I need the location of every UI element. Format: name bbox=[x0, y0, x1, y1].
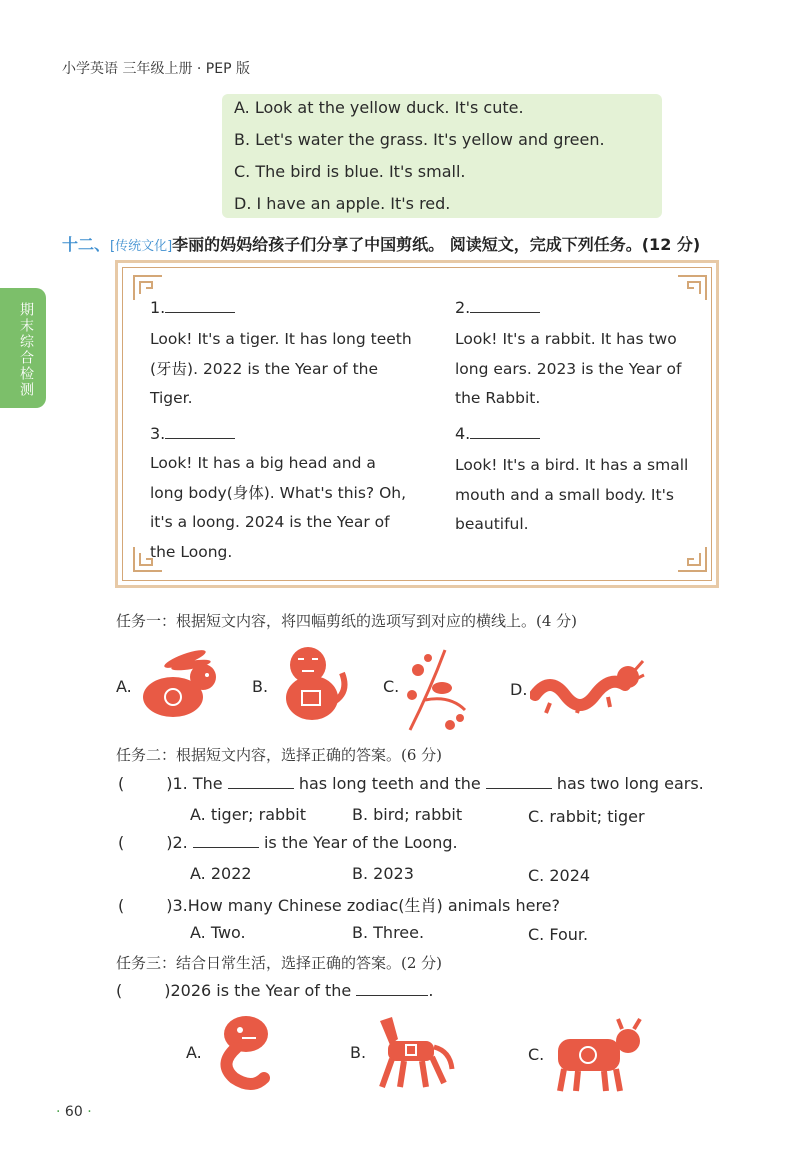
answer-blank[interactable] bbox=[470, 298, 540, 313]
question-number: 1. bbox=[172, 774, 188, 793]
passage-line: Look! It's a bird. It has a small bbox=[455, 456, 689, 474]
image-b-label: B. bbox=[350, 1043, 367, 1062]
answer-blank[interactable] bbox=[470, 424, 540, 439]
question-text: is the Year of the Loong. bbox=[263, 833, 458, 852]
passage-line: it's a loong. 2024 is the Year of bbox=[150, 513, 390, 531]
passage-line: the Rabbit. bbox=[455, 389, 541, 407]
passage-2 bbox=[455, 325, 681, 414]
option-c: C. The bird is blue. It's small. bbox=[234, 162, 466, 181]
passage-line: mouth and a small body. It's bbox=[455, 485, 674, 504]
task2-question-3 bbox=[118, 893, 560, 916]
passage-number: 2. bbox=[455, 298, 471, 317]
answer-blank[interactable] bbox=[486, 774, 552, 789]
passage-line: Look! It's a rabbit. It has two bbox=[455, 330, 677, 348]
image-a-label: A. bbox=[116, 677, 132, 696]
passage-line: Tiger. bbox=[150, 389, 193, 407]
ox-papercut-icon bbox=[548, 1015, 648, 1095]
question-text: has two long ears. bbox=[556, 774, 704, 793]
question-text: has long teeth and the bbox=[298, 774, 481, 793]
option-b: B. Let's water the grass. It's yellow and green. bbox=[234, 130, 605, 149]
choice-b[interactable]: B. bird; rabbit bbox=[352, 805, 463, 824]
corner-ornament-icon bbox=[664, 272, 708, 302]
task-2-title: 任务二：根据短文内容，选择正确的答案。(6 分) bbox=[116, 746, 443, 764]
image-c-label: C. bbox=[383, 677, 400, 696]
passage-line: long body(身体). What's this? Oh, bbox=[150, 483, 407, 502]
answer-blank[interactable] bbox=[165, 424, 235, 439]
answer-paren-open[interactable]: ( bbox=[116, 981, 123, 1000]
passage-3 bbox=[150, 449, 406, 567]
choice-a[interactable]: A. Two. bbox=[190, 923, 246, 942]
corner-ornament-icon bbox=[664, 545, 708, 575]
question-text: The bbox=[192, 774, 223, 793]
choice-c[interactable]: C. rabbit; tiger bbox=[528, 807, 645, 826]
footer-dot: · bbox=[56, 1104, 61, 1120]
horse-papercut-icon bbox=[370, 1013, 455, 1093]
answer-paren-open[interactable]: ( bbox=[118, 833, 125, 852]
dragon-papercut-icon bbox=[530, 655, 645, 720]
image-a-label: A. bbox=[186, 1043, 202, 1062]
snake-papercut-icon bbox=[212, 1012, 274, 1094]
choice-c[interactable]: C. 2024 bbox=[528, 866, 591, 885]
passage-4-number bbox=[455, 424, 540, 443]
choice-c[interactable]: C. Four. bbox=[528, 925, 589, 944]
question-text: . bbox=[428, 981, 434, 1000]
passage-line: long ears. 2023 is the Year of bbox=[455, 359, 682, 378]
answer-blank[interactable] bbox=[165, 298, 235, 313]
answer-paren-close: ) bbox=[166, 833, 173, 852]
bird-blossom-papercut-icon bbox=[400, 640, 475, 735]
task2-question-2 bbox=[118, 833, 458, 852]
image-c-label: C. bbox=[528, 1045, 545, 1064]
side-tab-label: 期末综合检测 bbox=[18, 302, 34, 398]
task-3-title: 任务三：结合日常生活，选择正确的答案。(2 分) bbox=[116, 954, 443, 972]
passage-number: 3. bbox=[150, 424, 166, 443]
choice-b[interactable]: B. 2023 bbox=[352, 864, 414, 883]
answer-paren-close: ) bbox=[166, 896, 173, 915]
page-header: 小学英语 三年级上册 · PEP 版 bbox=[62, 61, 250, 77]
answer-paren-close: ) bbox=[164, 981, 171, 1000]
side-tab bbox=[0, 288, 46, 408]
question-text: How many Chinese zodiac(生肖) animals here? bbox=[187, 896, 561, 915]
answer-paren-open[interactable]: ( bbox=[118, 896, 125, 915]
passage-3-number bbox=[150, 424, 235, 443]
passage-line: beautiful. bbox=[455, 515, 529, 533]
culture-tag: [传统文化] bbox=[110, 239, 173, 254]
question-12-heading bbox=[62, 232, 700, 255]
passage-1 bbox=[150, 325, 412, 414]
passage-line: (牙齿). 2022 is the Year of the bbox=[150, 359, 379, 378]
choice-a[interactable]: A. tiger; rabbit bbox=[190, 805, 307, 824]
passage-number: 4. bbox=[455, 424, 471, 443]
option-d: D. I have an apple. It's red. bbox=[234, 194, 451, 213]
page-footer bbox=[56, 1104, 92, 1120]
answer-blank[interactable] bbox=[356, 981, 428, 996]
footer-dot: · bbox=[87, 1104, 92, 1120]
answer-blank[interactable] bbox=[193, 833, 259, 848]
tiger-papercut-icon bbox=[272, 643, 352, 723]
passage-1-number bbox=[150, 298, 235, 317]
question-number: 十二、 bbox=[62, 235, 111, 254]
choice-a[interactable]: A. 2022 bbox=[190, 864, 252, 883]
answer-paren-open[interactable]: ( bbox=[118, 774, 125, 793]
question-number: 2. bbox=[172, 833, 188, 852]
task-1-title: 任务一：根据短文内容，将四幅剪纸的选项写到对应的横线上。(4 分) bbox=[116, 612, 578, 630]
question-12-text: 李丽的妈妈给孩子们分享了中国剪纸。 阅读短文，完成下列任务。(12 分) bbox=[172, 235, 701, 254]
page-number: 60 bbox=[64, 1104, 83, 1120]
passage-number: 1. bbox=[150, 298, 166, 317]
image-d-label: D. bbox=[510, 680, 528, 699]
option-a: A. Look at the yellow duck. It's cute. bbox=[234, 98, 524, 117]
question-number: 3. bbox=[172, 896, 188, 915]
question-text: 2026 is the Year of the bbox=[170, 981, 352, 1000]
task3-question bbox=[116, 981, 433, 1000]
task2-question-1 bbox=[118, 774, 704, 793]
answer-paren-close: ) bbox=[166, 774, 173, 793]
passage-line: Look! It has a big head and a bbox=[150, 454, 376, 472]
image-b-label: B. bbox=[252, 677, 269, 696]
choice-b[interactable]: B. Three. bbox=[352, 923, 425, 942]
passage-2-number bbox=[455, 298, 540, 317]
answer-blank[interactable] bbox=[228, 774, 294, 789]
passage-line: the Loong. bbox=[150, 542, 233, 561]
passage-4 bbox=[455, 451, 688, 540]
passage-line: Look! It's a tiger. It has long teeth bbox=[150, 330, 412, 348]
rabbit-papercut-icon bbox=[135, 645, 225, 720]
